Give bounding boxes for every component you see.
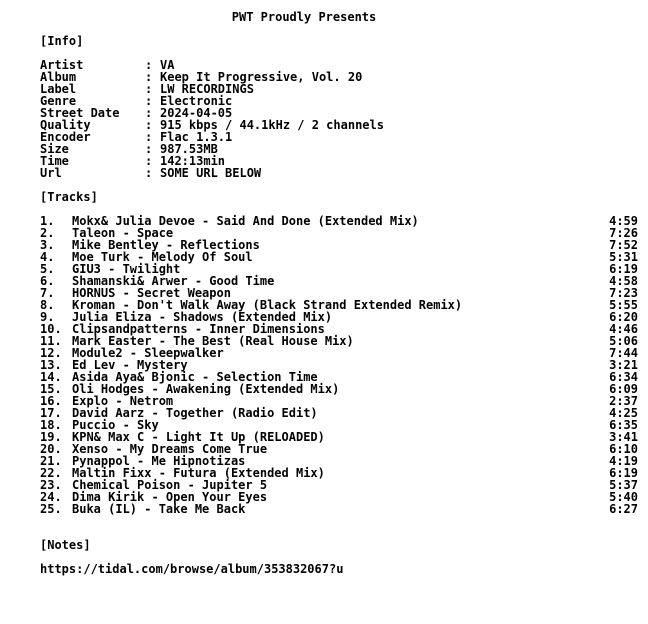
track-number: 10. [40,322,62,336]
info-value: LW RECORDINGS [160,82,254,96]
info-separator: : [145,106,153,120]
track-duration: 6:10 [609,442,638,456]
track-title: Puccio - Sky [72,418,159,432]
track-number: 11. [40,334,62,348]
info-key: Artist [40,58,84,72]
info-value: 915 kbps / 44.1kHz / 2 channels [160,118,384,132]
info-separator: : [145,142,153,156]
track-title: HORNUS - Secret Weapon [72,286,231,300]
track-duration: 5:37 [609,478,638,492]
track-number: 5. [40,262,55,276]
info-separator: : [145,154,153,168]
track-duration: 6:09 [609,382,638,396]
track-number: 19. [40,430,62,444]
track-title: Moe Turk - Melody Of Soul [72,250,253,264]
track-duration: 7:52 [609,238,638,252]
track-number: 21. [40,454,62,468]
track-title: Dima Kirik - Open Your Eyes [72,490,268,504]
track-title: Module2 - Sleepwalker [72,346,224,360]
track-title: Kroman - Don't Walk Away (Black Strand Extended Remix) [72,298,463,312]
track-duration: 6:34 [609,370,638,384]
track-duration: 3:41 [609,430,638,444]
page-title: PWT Proudly Presents [231,10,377,24]
info-value: Keep It Progressive, Vol. 20 [160,70,363,84]
info-value: VA [160,58,175,72]
track-duration: 6:35 [609,418,638,432]
info-separator: : [145,118,153,132]
track-duration: 4:19 [609,454,638,468]
track-duration: 6:20 [609,310,638,324]
track-title: Pynappol - Me Hipnotizas [72,454,246,468]
info-key: Label [40,82,77,96]
track-number: 24. [40,490,62,504]
track-duration: 4:59 [609,214,638,228]
track-title: Julia Eliza - Shadows (Extended Mix) [72,310,333,324]
track-duration: 5:55 [609,298,638,312]
track-duration: 7:44 [609,346,638,360]
track-duration: 3:21 [609,358,638,372]
track-number: 3. [40,238,55,252]
track-number: 18. [40,418,62,432]
track-title: David Aarz - Together (Radio Edit) [72,406,318,420]
section-tracks-heading: [Tracks] [40,190,98,204]
info-key: Time [40,154,69,168]
track-title: Asida Aya& Bjonic - Selection Time [72,370,318,384]
track-number: 15. [40,382,62,396]
info-value: 987.53MB [160,142,218,156]
track-duration: 5:31 [609,250,638,264]
track-duration: 6:19 [609,262,638,276]
track-duration: 6:27 [609,502,638,516]
info-separator: : [145,70,153,84]
info-separator: : [145,58,153,72]
info-key: Size [40,142,69,156]
track-number: 17. [40,406,62,420]
track-title: GIU3 - Twilight [72,262,181,276]
info-separator: : [145,130,153,144]
track-duration: 5:40 [609,490,638,504]
info-key: Url [40,166,62,180]
track-duration: 4:46 [609,322,638,336]
info-separator: : [145,166,153,180]
track-title: Mark Easter - The Best (Real House Mix) [72,334,354,348]
track-duration: 4:58 [609,274,638,288]
track-number: 2. [40,226,55,240]
info-key: Street Date [40,106,120,120]
track-title: Buka (IL) - Take Me Back [72,502,246,516]
track-duration: 7:23 [609,286,638,300]
info-value: Electronic [160,94,233,108]
section-info-heading: [Info] [40,34,84,48]
track-duration: 5:06 [609,334,638,348]
info-key: Album [40,70,77,84]
track-number: 12. [40,346,62,360]
notes-url: https://tidal.com/browse/album/353832067?u [40,562,344,576]
track-title: Mike Bentley - Reflections [72,238,260,252]
info-key: Genre [40,94,77,108]
track-title: Maltin Fixx - Futura (Extended Mix) [72,466,325,480]
track-title: Chemical Poison - Jupiter 5 [72,478,268,492]
track-number: 4. [40,250,55,264]
info-value: SOME URL BELOW [160,166,262,180]
track-number: 1. [40,214,55,228]
track-number: 7. [40,286,55,300]
section-notes-heading: [Notes] [40,538,91,552]
track-number: 22. [40,466,62,480]
info-value: 142:13min [160,154,226,168]
track-title: Shamanski& Arwer - Good Time [72,274,275,288]
info-value: Flac 1.3.1 [160,130,233,144]
track-number: 16. [40,394,62,408]
track-number: 23. [40,478,62,492]
info-key: Encoder [40,130,91,144]
track-duration: 7:26 [609,226,638,240]
track-duration: 6:19 [609,466,638,480]
info-key: Quality [40,118,91,132]
track-duration: 4:25 [609,406,638,420]
track-number: 14. [40,370,62,384]
track-number: 9. [40,310,55,324]
info-value: 2024-04-05 [160,106,233,120]
track-title: Mokx& Julia Devoe - Said And Done (Extended Mix) [72,214,419,228]
info-separator: : [145,94,153,108]
track-title: Explo - Netrom [72,394,174,408]
track-title: KPN& Max C - Light It Up (RELOADED) [72,430,325,444]
track-title: Ed Lev - Mystery [72,358,188,372]
track-number: 20. [40,442,62,456]
track-number: 25. [40,502,62,516]
track-title: Oli Hodges - Awakening (Extended Mix) [72,382,340,396]
track-number: 6. [40,274,55,288]
track-number: 13. [40,358,62,372]
info-separator: : [145,82,153,96]
track-title: Taleon - Space [72,226,174,240]
track-number: 8. [40,298,55,312]
track-title: Clipsandpatterns - Inner Dimensions [72,322,325,336]
track-duration: 2:37 [609,394,638,408]
track-title: Xenso - My Dreams Come True [72,442,268,456]
